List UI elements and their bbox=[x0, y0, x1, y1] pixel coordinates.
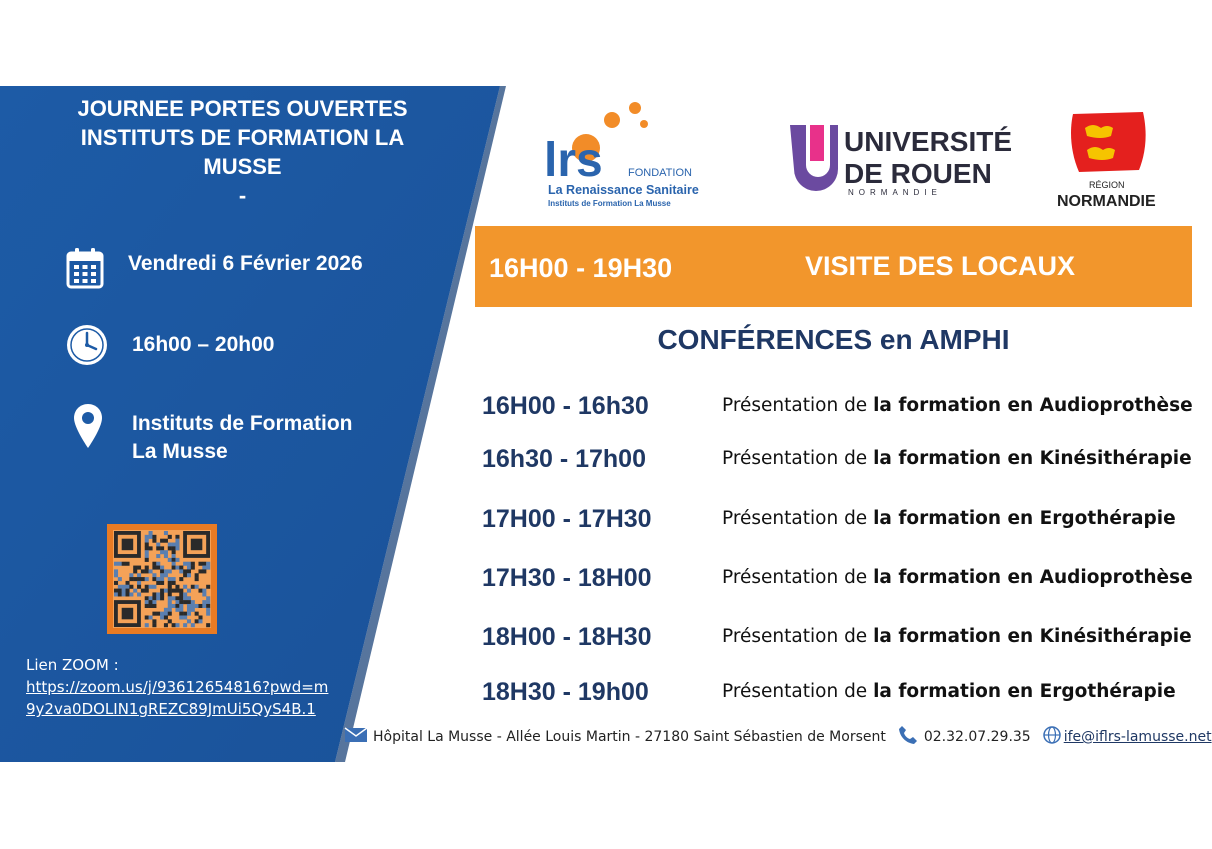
schedule-formation: la formation en Kinésithérapie bbox=[873, 626, 1192, 647]
phone-icon bbox=[898, 725, 918, 749]
zoom-url-line-1: https://zoom.us/j/93612654816?pwd=m bbox=[26, 678, 329, 696]
schedule-description bbox=[722, 626, 1192, 647]
envelope-icon bbox=[345, 728, 367, 746]
lrs-sub: Instituts de Formation La Musse bbox=[548, 199, 671, 208]
schedule-description bbox=[722, 448, 1192, 469]
lrs-letters: lrs bbox=[544, 134, 603, 187]
clock-icon bbox=[66, 324, 108, 372]
schedule-description bbox=[722, 395, 1193, 416]
location-line-2: La Musse bbox=[132, 440, 228, 463]
schedule-time: 16h30 - 17h00 bbox=[482, 445, 646, 473]
lrs-name: La Renaissance Sanitaire bbox=[548, 183, 699, 197]
location-pin-icon bbox=[74, 404, 102, 454]
schedule-description bbox=[722, 681, 1176, 702]
globe-icon bbox=[1043, 726, 1061, 748]
title-line-3: MUSSE bbox=[203, 154, 282, 179]
schedule-time: 17H30 - 18H00 bbox=[482, 564, 652, 592]
location-row bbox=[66, 404, 353, 466]
title-line-2: INSTITUTS DE FORMATION LA bbox=[80, 125, 405, 150]
hours-row bbox=[66, 324, 274, 372]
title-line-1: JOURNEE PORTES OUVERTES bbox=[77, 96, 408, 121]
qr-code-graphic bbox=[107, 524, 217, 634]
footer-address: Hôpital La Musse - Allée Louis Martin - 27180 Saint Sébastien de Morsent bbox=[373, 729, 886, 745]
schedule-description bbox=[722, 567, 1193, 588]
footer-phone: 02.32.07.29.35 bbox=[923, 729, 1031, 745]
title-line-4: - bbox=[238, 183, 247, 208]
univ-line-3: NORMANDIE bbox=[848, 188, 942, 197]
footer-email-link[interactable]: ife@iflrs-lamusse.net bbox=[1063, 729, 1212, 745]
schedule-prefix: Présentation de bbox=[722, 567, 874, 588]
univ-line-1: UNIVERSITÉ bbox=[844, 126, 1013, 157]
schedule-time: 18H00 - 18H30 bbox=[482, 623, 652, 651]
zoom-qr-code[interactable] bbox=[107, 524, 217, 634]
region-normandie-logo bbox=[1055, 110, 1173, 210]
region-small: RÉGION bbox=[1089, 180, 1125, 190]
zoom-link-block bbox=[26, 654, 328, 720]
schedule-formation: la formation en Audioprothèse bbox=[873, 395, 1193, 416]
zoom-label: Lien ZOOM : bbox=[26, 656, 119, 674]
schedule-formation: la formation en Ergothérapie bbox=[873, 681, 1176, 702]
schedule-prefix: Présentation de bbox=[722, 395, 874, 416]
footer-contact bbox=[345, 726, 1212, 748]
schedule-formation: la formation en Ergothérapie bbox=[873, 508, 1176, 529]
schedule-prefix: Présentation de bbox=[722, 626, 874, 647]
univ-line-2: DE ROUEN bbox=[844, 158, 992, 189]
visite-time: 16H00 - 19H30 bbox=[489, 253, 673, 283]
event-location bbox=[132, 410, 353, 466]
schedule-time: 18H30 - 19h00 bbox=[482, 678, 649, 706]
region-big: NORMANDIE bbox=[1057, 193, 1156, 210]
date-row bbox=[66, 247, 363, 295]
schedule-formation: la formation en Kinésithérapie bbox=[873, 448, 1192, 469]
visite-banner bbox=[475, 226, 1192, 307]
event-hours: 16h00 – 20h00 bbox=[132, 333, 275, 356]
schedule-prefix: Présentation de bbox=[722, 508, 874, 529]
calendar-icon bbox=[66, 247, 104, 295]
schedule-time: 16H00 - 16h30 bbox=[482, 392, 649, 420]
schedule-formation: la formation en Audioprothèse bbox=[873, 567, 1193, 588]
schedule-prefix: Présentation de bbox=[722, 448, 874, 469]
event-date: Vendredi 6 Février 2026 bbox=[128, 252, 363, 275]
lrs-fondation: FONDATION bbox=[628, 167, 692, 179]
zoom-url-line-2: 9y2va0DOLIN1gREZC89JmUi5QyS4B.1 bbox=[26, 700, 316, 718]
schedule-description bbox=[722, 508, 1176, 529]
schedule-prefix: Présentation de bbox=[722, 681, 874, 702]
schedule-time: 17H00 - 17H30 bbox=[482, 505, 652, 533]
conferences-title: CONFÉRENCES en AMPHI bbox=[657, 324, 1010, 355]
zoom-link[interactable] bbox=[26, 676, 328, 720]
visite-label: VISITE DES LOCAUX bbox=[805, 251, 1076, 281]
event-title bbox=[40, 94, 445, 210]
location-line-1: Instituts de Formation bbox=[132, 412, 353, 435]
lrs-logo bbox=[540, 98, 699, 218]
universite-rouen-logo bbox=[788, 117, 1013, 197]
